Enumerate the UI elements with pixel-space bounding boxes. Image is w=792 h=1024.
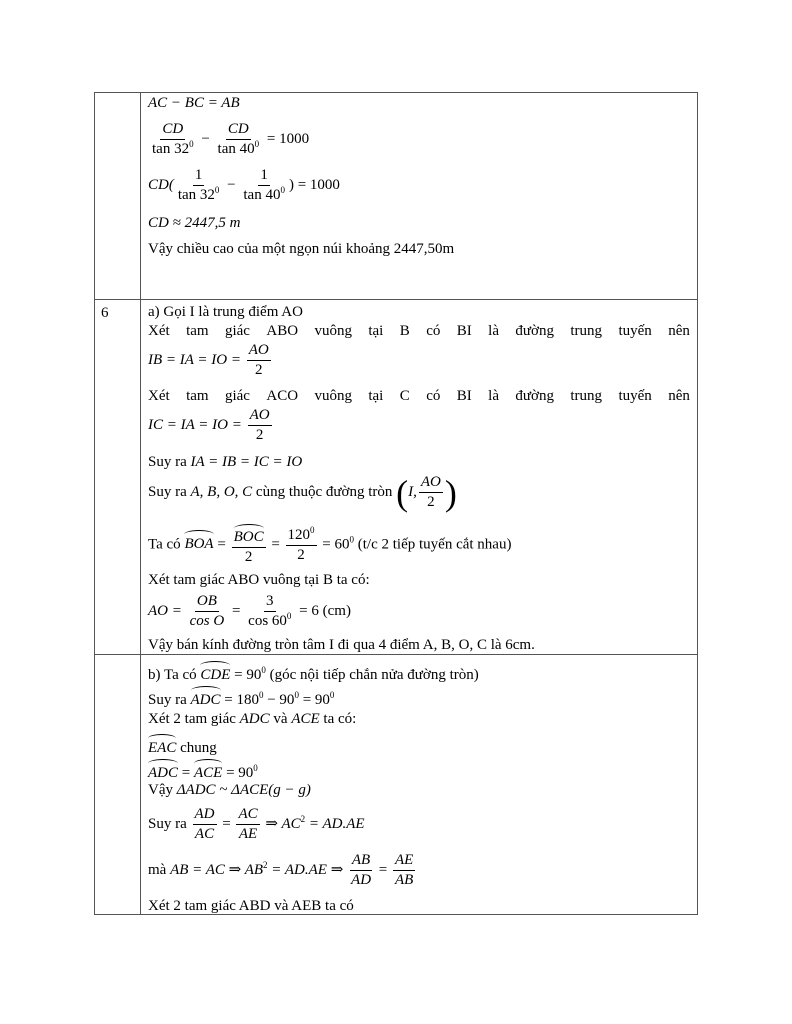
equation-line: CD ≈ 2447,5 m xyxy=(148,215,241,231)
fraction: $\frac{AC}{AE}$ xyxy=(238,806,258,842)
arc-angle: EAC xyxy=(148,734,176,757)
equation-line: IB = IA = IO = $\frac{AO}{2}$ xyxy=(148,342,269,378)
fraction: $\frac{AO}{2}$ xyxy=(248,342,269,378)
equation-line: Ta có BOA = $\frac{\text{BOC}}{2}$ = $\frac{120^0}{2}$ = $60^0$ (t/c 2 tiếp tuyến cắt nhau) xyxy=(148,524,512,565)
justified-line: Xét tam giác ACO vuông tại C có BI là đường trung tuyến nên xyxy=(148,388,690,404)
equation-line: AO = $\frac{OB}{\text{cos O}}$ = $\frac{3}{\cos 60^0}$ = 6 (cm) xyxy=(148,593,351,629)
arc-angle: CDE xyxy=(200,661,230,684)
text-line: EAC chung xyxy=(148,734,217,757)
fraction: $\frac{CD}{\tan 32^0}$ xyxy=(152,121,194,157)
fraction: $\frac{120^0}{2}$ xyxy=(287,524,315,563)
fraction: $\frac{AD}{AC}$ xyxy=(194,806,215,842)
column-divider xyxy=(140,92,141,915)
equation-line: ADC = ACE = $90^0$ xyxy=(148,759,258,782)
text-line: Xét 2 tam giác ABD và AEB ta có xyxy=(148,898,354,914)
text-line: Xét 2 tam giác ADC và ACE ta có: xyxy=(148,711,357,727)
text-line: a) Gọi I là trung điểm AO xyxy=(148,304,303,320)
equation-line: CD( $\frac{1}{\tan 32^0}$ − $\frac{1}{\tan 40^0}$ ) = 1000 xyxy=(148,167,340,203)
fraction: $\frac{AO}{2}$ xyxy=(420,474,441,510)
fraction: $\frac{CD}{\tan 40^0}$ xyxy=(217,121,260,157)
conclusion-text: Vậy chiều cao của một ngọn núi khoảng 2447,50m xyxy=(148,241,455,257)
fraction: $\frac{OB}{\text{cos O}}$ xyxy=(189,593,225,629)
row-divider xyxy=(94,299,698,300)
fraction: $\frac{AE}{AB}$ xyxy=(395,852,414,888)
arc-angle: BOA xyxy=(184,530,213,553)
fraction: $\frac{AB}{AD}$ xyxy=(351,852,372,888)
text-line: Suy ra A, B, O, C cùng thuộc đường tròn (I, $\frac{AO}{2}$ ) xyxy=(148,472,457,513)
equation-line: mà AB = AC ⇒ $AB^2 = AD.AE$ ⇒ $\frac{AB}{AD}$ = $\frac{AE}{AB}$ xyxy=(148,852,414,888)
arc-angle: ADC xyxy=(148,759,178,782)
arc-angle: ACE xyxy=(194,759,222,782)
text-line: Vậy ΔADC ~ ΔACE(g − g) xyxy=(148,782,311,798)
arc-angle: ADC xyxy=(191,686,221,709)
text-line: Suy ra IA = IB = IC = IO xyxy=(148,454,303,470)
fraction: $\frac{3}{\cos 60^0}$ xyxy=(248,593,292,629)
text-line: Xét tam giác ABO vuông tại B ta có: xyxy=(148,572,370,588)
equation-line: Suy ra $\frac{AD}{AC}$ = $\frac{AC}{AE}$ ⇒ $AC^2 = AD.AE$ xyxy=(148,806,365,842)
fraction: $\frac{AO}{2}$ xyxy=(249,407,270,443)
text-line: b) Ta có CDE = $90^0$ (góc nội tiếp chắn nửa đường tròn) xyxy=(148,661,479,684)
row-divider xyxy=(94,654,698,655)
equation-line: AC − BC = AB xyxy=(148,95,240,111)
text-line: Suy ra ADC = $180^0 - 90^0 = 90^0$ xyxy=(148,686,334,709)
justified-line: Xét tam giác ABO vuông tại B có BI là đường trung tuyến nên xyxy=(148,323,690,339)
fraction: $\frac{1}{\tan 40^0}$ xyxy=(243,167,285,203)
fraction: $\frac{1}{\tan 32^0}$ xyxy=(177,167,220,203)
fraction: $\frac{\text{BOC}}{2}$ xyxy=(232,524,266,566)
question-number: 6 xyxy=(101,305,109,321)
text-line: Vậy bán kính đường tròn tâm I đi qua 4 điểm A, B, O, C là 6cm. xyxy=(148,637,535,653)
equation-line: IC = IA = IO = $\frac{AO}{2}$ xyxy=(148,407,270,443)
equation-line: $\frac{CD}{\tan 32^0}$ − $\frac{CD}{\tan 40^0}$ = 1000 xyxy=(152,121,310,157)
